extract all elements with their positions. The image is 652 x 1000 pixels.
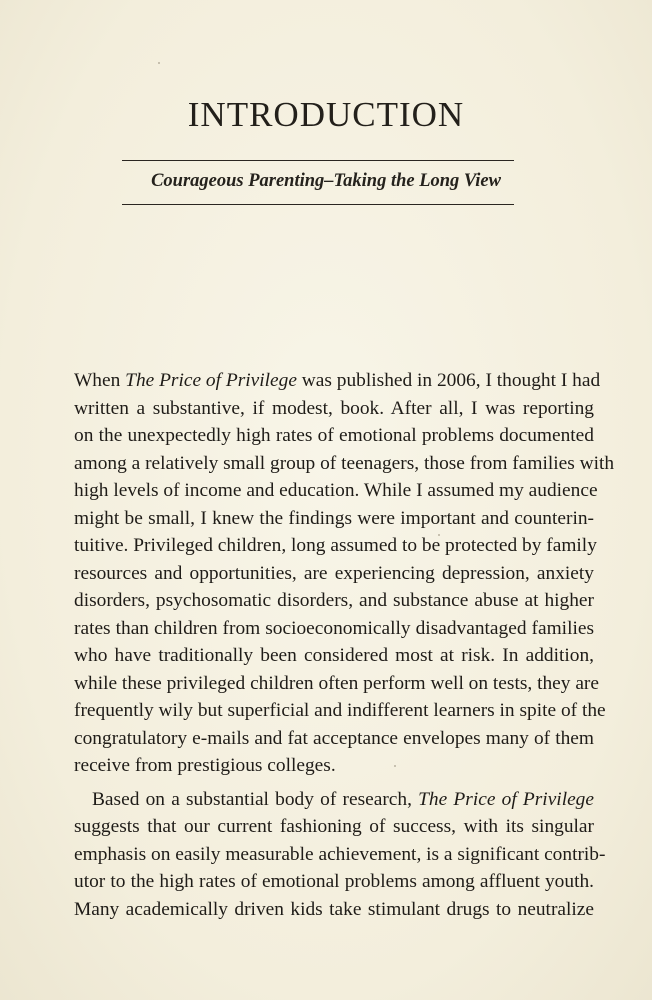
text-segment: among a relatively small group of teenagers, those from families with [74,452,615,474]
paragraph-1 [74,367,615,780]
chapter-title: INTRODUCTION [187,95,465,134]
text-segment: resources and opportunities, are experiencing depression, anxiety [74,562,594,584]
text-segment: while these privileged children often perform well on tests, they are [74,672,599,694]
paragraph-2 [74,786,606,924]
text-segment: frequently wily but superficial and indifferent learners in spite of the [74,700,606,721]
text-segment: When [74,370,126,391]
paper-speck [158,62,160,64]
text-segment: tuitive. Privileged children, long assumed to be protected by family [74,535,597,556]
text-line [74,587,594,615]
text-line [74,560,594,588]
text-segment: high levels of income and education. While I assumed my audience [74,480,598,501]
text-segment: Many academically driven kids take stimulant drugs to neutralize [74,898,594,920]
book-title-italic: The Price of Privilege [125,370,297,391]
text-segment: congratulatory e-mails and fat acceptance envelopes many of them [74,727,594,749]
text-line [74,615,594,643]
title-rule-top [122,160,514,161]
text-segment: on the unexpectedly high rates of emotional problems documented [74,425,594,446]
text-line [74,697,606,725]
text-line [74,841,606,869]
text-line [74,477,598,505]
text-segment: disorders, psychosomatic disorders, and substance abuse at higher [74,590,594,611]
text-line [74,505,594,533]
text-line [74,395,594,423]
text-line [74,813,594,841]
chapter-subtitle: Courageous Parenting–Taking the Long View [151,171,501,191]
text-line [74,642,594,670]
text-line [74,725,594,753]
text-segment: receive from prestigious colleges. [74,755,336,776]
text-line [74,752,594,780]
text-segment: suggests that our current fashioning of success, with its singular [74,816,594,837]
text-segment: who have traditionally been considered most at risk. In addition, [74,645,594,666]
text-line [74,868,594,896]
title-rule-bottom [122,204,514,205]
text-line [74,532,597,560]
text-line [74,367,601,395]
text-segment: rates than children from socioeconomically disadvantaged families [74,617,594,639]
text-segment: might be small, I knew the findings were important and counterin- [74,507,594,529]
text-line [74,422,594,450]
body-text [74,367,615,923]
text-line [74,450,615,478]
text-segment: was published in 2006, I thought I had [296,370,601,391]
text-line [74,896,594,924]
book-title-italic: The Price of Privilege [418,788,594,810]
text-segment: Based on a substantial body of research, [92,788,419,810]
text-line [74,670,599,698]
text-segment: written a substantive, if modest, book. After all, I was reporting [74,397,594,419]
text-segment: utor to the high rates of emotional problems among affluent youth. [74,871,594,892]
text-segment: emphasis on easily measurable achievement, is a significant contrib- [74,843,606,865]
text-line [74,786,594,814]
